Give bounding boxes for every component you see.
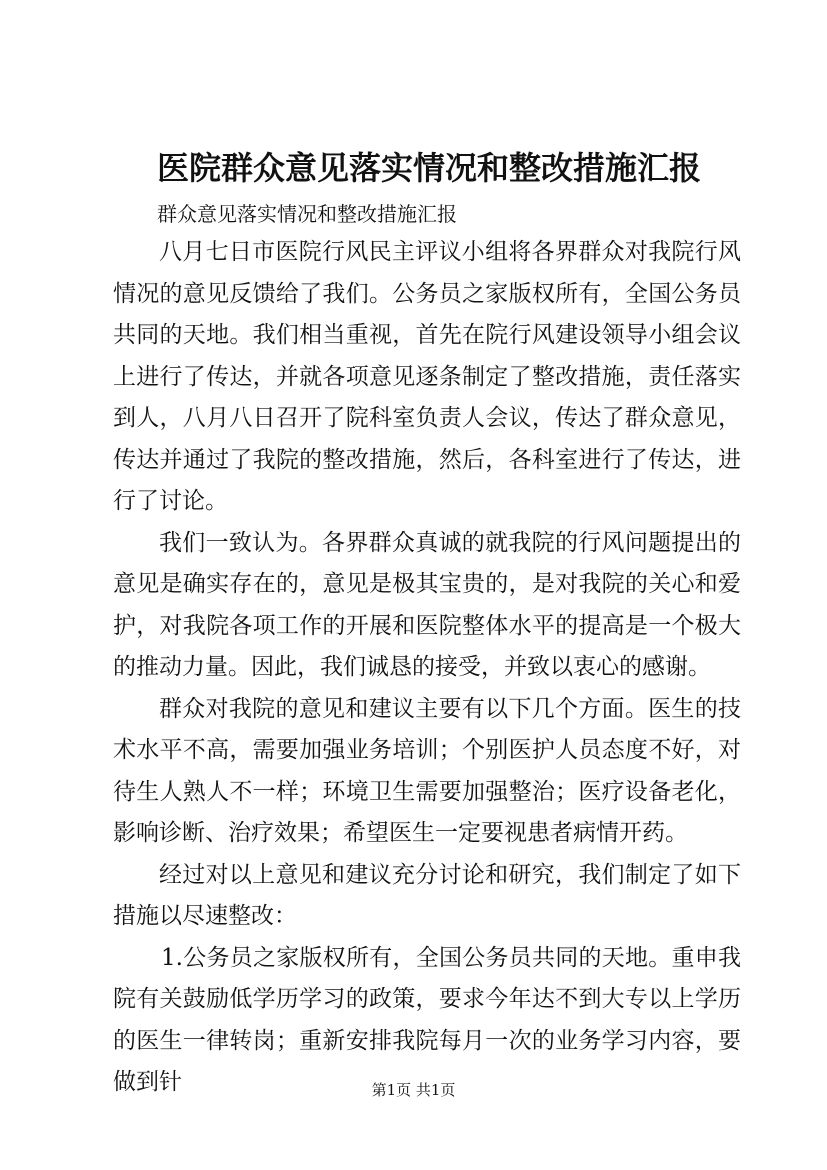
paragraph-main-opinions: 群众对我院的意见和建议主要有以下几个方面。医生的技术水平不高，需要加强业务培训；个别医护人员态度不好，对待生人熟人不一样；环境卫生需要加强整治；医疗设备老化，影响诊断、治疗效果；希望医生一定要视患者病情开药。: [113, 695, 741, 846]
document-body: [113, 232, 741, 1104]
paragraph-consensus: 我们一致认为。各界群众真诚的就我院的行风问题提出的意见是确实存在的，意见是极其宝贵的，是对我院的关心和爱护，对我院各项工作的开展和医院整体水平的提高是一个极大的推动力量。因此，我们诚恳的接受，并致以衷心的感谢。: [113, 529, 741, 680]
paragraph-measures-intro: 经过对以上意见和建议充分讨论和研究，我们制定了如下措施以尽速整改：: [113, 861, 741, 929]
page-footer: 第1页 共1页: [371, 1081, 456, 1099]
document-title: 医院群众意见落实情况和整改措施汇报: [157, 149, 702, 187]
paragraph-feedback-received: 八月七日市医院行风民主评议小组将各界群众对我院行风情况的意见反馈给了我们。公务员之家版权所有，全国公务员共同的天地。我们相当重视，首先在院行风建设领导小组会议上进行了传达，并就各项意见逐条制定了整改措施，责任落实到人，八月八日召开了院科室负责人会议，传达了群众意见，传达并通过了我院的整改措施，然后，各科室进行了传达，进行了讨论。: [113, 239, 741, 514]
document-subtitle: 群众意见落实情况和整改措施汇报: [157, 202, 457, 226]
paragraph-measure-1: 1.公务员之家版权所有，全国公务员共同的天地。重申我院有关鼓励低学历学习的政策，要求今年达不到大专以上学历的医生一律转岗；重新安排我院每月一次的业务学习内容，要做到针: [113, 944, 741, 1095]
